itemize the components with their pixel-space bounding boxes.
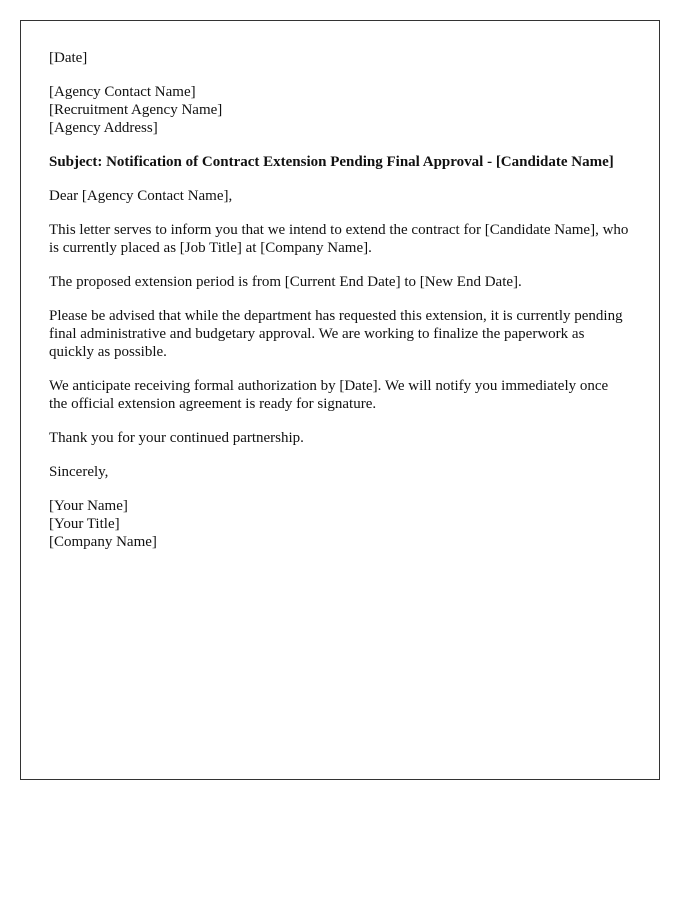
signature-block (49, 497, 629, 551)
paragraph-authorization: We anticipate receiving formal authorization by [Date]. We will notify you immediately once the official extension agreement is ready for signature. (49, 378, 609, 412)
signature-title: [Your Title] (49, 516, 120, 532)
recipient-address: [Agency Address] (49, 120, 158, 136)
paragraph-thanks: Thank you for your continued partnership. (49, 430, 304, 446)
letter-date: [Date] (49, 50, 88, 66)
recipient-agency-name: [Recruitment Agency Name] (49, 102, 223, 118)
salutation: Dear [Agency Contact Name], (49, 188, 233, 204)
closing: Sincerely, (49, 464, 109, 480)
recipient-block (49, 83, 629, 137)
paragraph-pending-approval: Please be advised that while the department has requested this extension, it is currently pending final administrative and budgetary approval. We are working to finalize the paperwork as quickly as possible. (49, 308, 623, 360)
letter-body (49, 49, 629, 567)
recipient-contact-name: [Agency Contact Name] (49, 84, 196, 100)
signature-company: [Company Name] (49, 534, 157, 550)
paragraph-intent: This letter serves to inform you that we intend to extend the contract for [Candidate Name], who is currently placed as [Job Title] at [Company Name]. (49, 222, 629, 256)
paragraph-period: The proposed extension period is from [Current End Date] to [New End Date]. (49, 274, 522, 290)
letter-page (20, 20, 660, 780)
letter-subject: Subject: Notification of Contract Extension Pending Final Approval - [Candidate Name] (49, 154, 614, 170)
signature-name: [Your Name] (49, 498, 128, 514)
